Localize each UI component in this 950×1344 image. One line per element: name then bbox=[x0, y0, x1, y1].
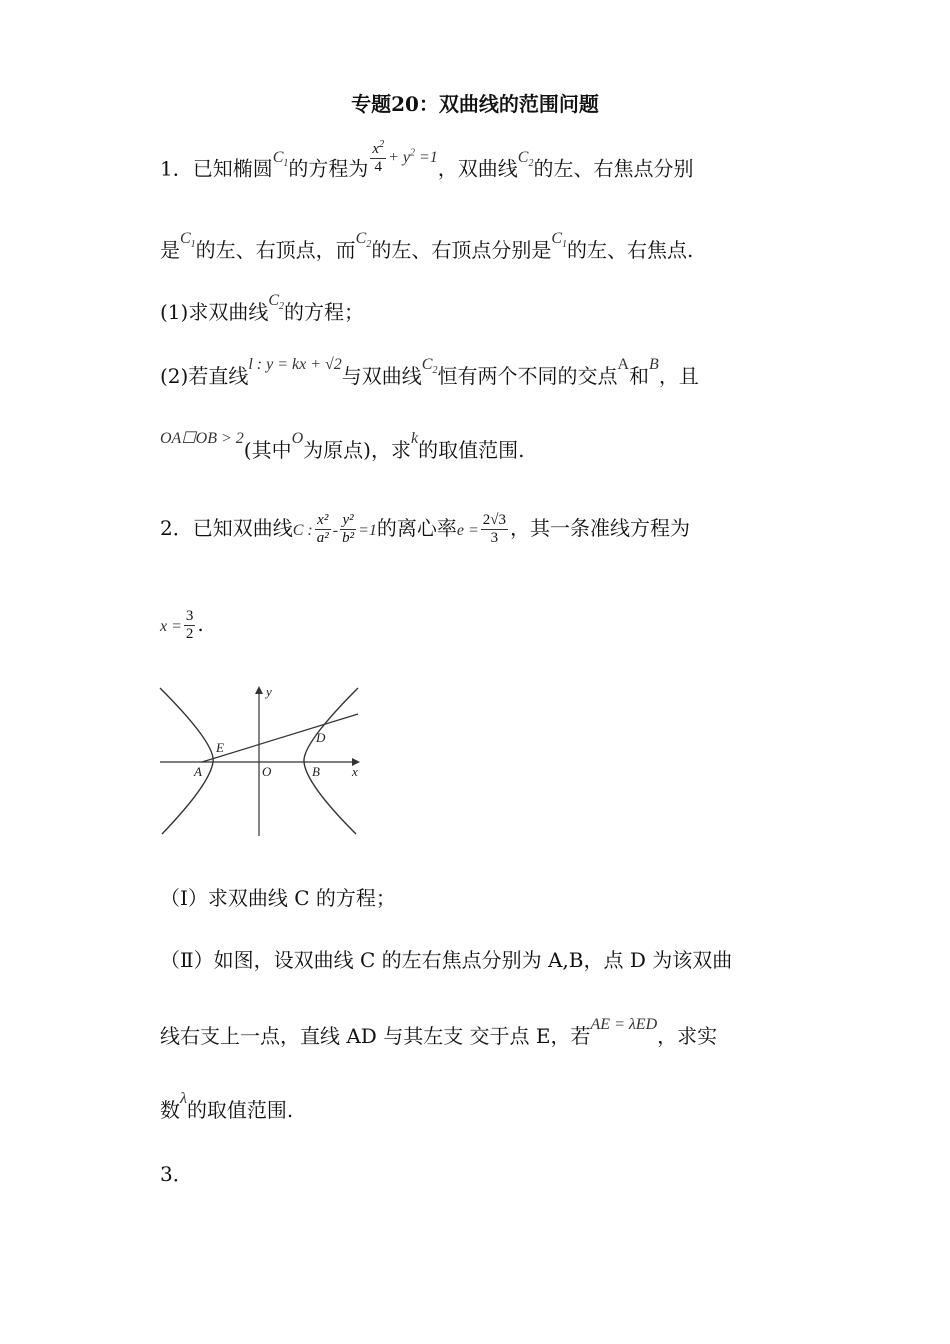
text: 线右支上一点，直线 AD 与其左支 交于点 E，若 bbox=[160, 1024, 591, 1048]
math-symbol: O bbox=[291, 430, 304, 447]
question-1-1 bbox=[160, 292, 365, 335]
label-a: A bbox=[194, 764, 202, 779]
math-expression: + y2 =1 bbox=[388, 147, 438, 166]
math-fraction: $\frac{x^2}{4}$ bbox=[370, 136, 386, 176]
math-expression: =1 bbox=[358, 522, 377, 539]
text: 的左、右焦点. bbox=[567, 238, 694, 262]
problem-1-line-2 bbox=[160, 230, 694, 273]
problem-number: 2． bbox=[160, 516, 193, 540]
math-expression: x = bbox=[160, 618, 182, 635]
question-1-2-line-1 bbox=[160, 356, 699, 399]
text: (其中 bbox=[243, 438, 292, 462]
problem-1-line-1 bbox=[160, 139, 694, 192]
label-b: B bbox=[312, 764, 320, 779]
math-symbol: A bbox=[617, 356, 630, 373]
math-symbol: C1 bbox=[180, 230, 196, 251]
line-ad bbox=[202, 714, 358, 762]
problem-2-line-1 bbox=[160, 512, 690, 547]
math-expression: l : y = kx + √2 bbox=[248, 356, 342, 373]
math-symbol: C1 bbox=[551, 230, 568, 251]
label-o: O bbox=[262, 764, 272, 779]
text: 的左、右焦点分别 bbox=[533, 156, 694, 181]
problem-3-number: 3． bbox=[160, 1162, 193, 1186]
math-symbol: C2 bbox=[355, 230, 372, 251]
text: 的离心率 bbox=[376, 516, 457, 540]
math-expression: AE = λED bbox=[590, 1016, 658, 1033]
math-expression: e = bbox=[456, 522, 479, 539]
math-symbol: C : bbox=[292, 522, 313, 539]
text: 是 bbox=[160, 238, 180, 262]
math-symbol: C2 bbox=[421, 356, 438, 377]
question-1-2-line-2 bbox=[160, 430, 525, 467]
math-fraction: $\frac{\text{x²}}{\text{a²}}$ bbox=[316, 512, 329, 546]
label-d: D bbox=[316, 730, 326, 745]
label-y: y bbox=[266, 684, 272, 699]
label-x: x bbox=[352, 764, 358, 779]
text: 的左、右顶点分别是 bbox=[371, 238, 552, 262]
text: 已知双曲线 bbox=[192, 516, 293, 540]
text: 的左、右顶点，而 bbox=[195, 238, 356, 262]
math-symbol: B bbox=[649, 356, 659, 373]
problem-2-line-2 bbox=[160, 608, 204, 643]
text: . bbox=[197, 612, 204, 636]
problem-2-question-1: （Ⅰ）求双曲线 C 的方程； bbox=[160, 886, 396, 910]
math-operator: - bbox=[332, 522, 339, 539]
text: (2)若直线 bbox=[160, 364, 249, 388]
text: 的取值范围. bbox=[418, 438, 525, 462]
math-symbol: k bbox=[410, 430, 419, 447]
text: 和 bbox=[629, 364, 650, 388]
text: ，且 bbox=[658, 364, 699, 388]
text: 的取值范围. bbox=[186, 1098, 294, 1122]
text: 已知椭圆 bbox=[192, 156, 273, 181]
problem-2-question-2-line-1: （Ⅱ）如图，设双曲线 C 的左右焦点分别为 A,B，点 D 为该双曲 bbox=[160, 948, 733, 972]
hyperbola-figure bbox=[158, 684, 364, 840]
hyperbola-right-branch bbox=[304, 688, 358, 834]
problem-2-question-2-line-2 bbox=[160, 1016, 718, 1053]
text: ，双曲线 bbox=[437, 156, 518, 181]
problem-number: 1． bbox=[160, 156, 193, 181]
math-symbol: C2 bbox=[268, 292, 285, 313]
math-fraction: $\frac{3}{2}$ bbox=[185, 608, 194, 642]
text: 为原点)，求 bbox=[303, 438, 411, 462]
math-symbol: C2 bbox=[517, 148, 534, 169]
y-axis-arrow bbox=[255, 686, 263, 694]
text: (1)求双曲线 bbox=[160, 300, 269, 324]
math-fraction: $\frac{\text{y²}}{\text{b²}}$ bbox=[342, 512, 355, 546]
text: 与双曲线 bbox=[341, 364, 422, 388]
text: 的方程为 bbox=[288, 156, 369, 181]
math-symbol: C1 bbox=[272, 148, 289, 169]
text: ，其一条准线方程为 bbox=[510, 516, 690, 540]
text: 的方程； bbox=[284, 300, 365, 324]
math-symbol: λ bbox=[180, 1090, 187, 1107]
text: 恒有两个不同的交点 bbox=[437, 364, 618, 388]
math-fraction: $\frac{2√3}{3}$ bbox=[482, 512, 506, 546]
page-title: 专题20：双曲线的范围问题 bbox=[351, 92, 599, 116]
text: 数 bbox=[160, 1098, 180, 1122]
label-e: E bbox=[216, 740, 224, 755]
math-expression: OA☐OB > 2 bbox=[160, 430, 244, 447]
text: ，求实 bbox=[657, 1024, 718, 1048]
problem-2-question-2-line-3 bbox=[160, 1090, 294, 1127]
